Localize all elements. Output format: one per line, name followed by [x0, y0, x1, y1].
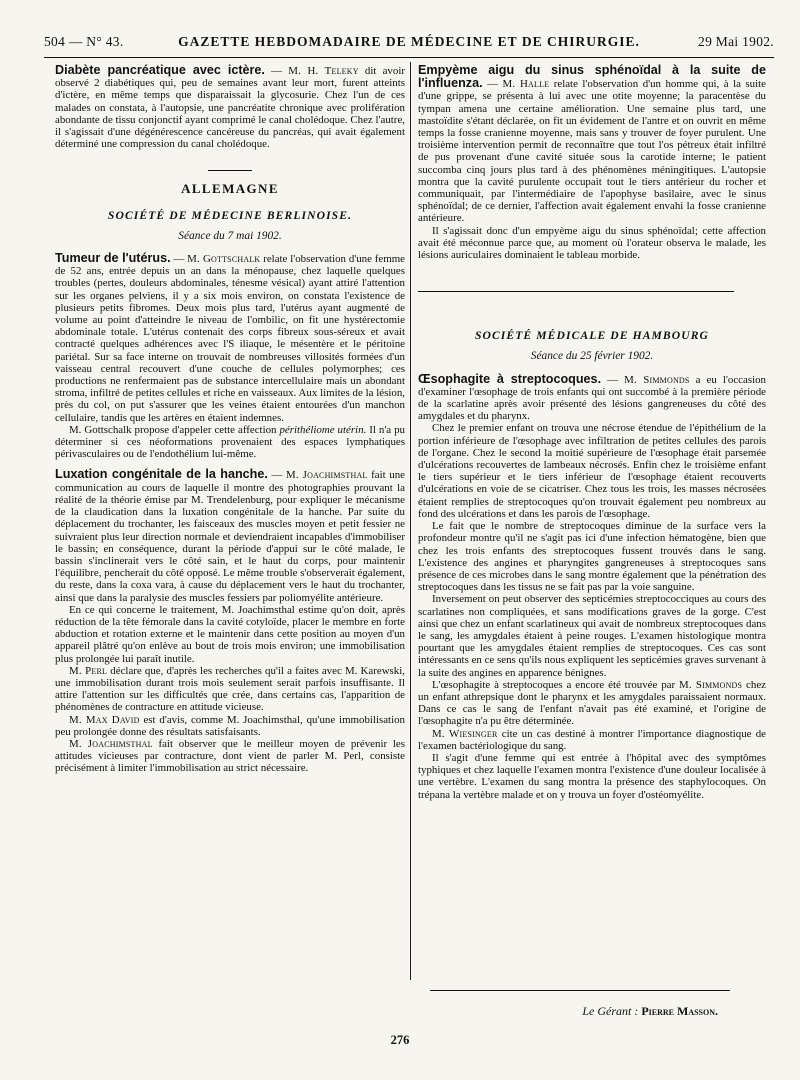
- paragraph-text: L'œsophagite à streptocoques a encore été trouvée par: [432, 678, 679, 691]
- section-rule: [208, 170, 252, 171]
- author-name: M. H. Teleky: [288, 65, 359, 77]
- society-name: SOCIÉTÉ DE MÉDECINE BERLINOISE.: [107, 208, 353, 222]
- article-paragraph: En ce qui concerne le traitement, M. Joachimsthal estime qu'on doit, après réduction de la tête fémorale dans la cavité cotyloïde, placer le membre en forte abduction et rotation externe et le maintenir dans cette position au moyen d'un appareil plâtré qu'on enlève au bout de trois mois environ; une immobilisation plus prolongée lui paraît inutile.: [55, 603, 405, 665]
- country-heading: [55, 170, 405, 195]
- article-body: relate l'observation d'une femme de 52 ans, entrée depuis un an dans la ménopause, chez laquelle quelques troubles (pertes, douleurs abdominales, ténesme vésical) ayant attiré l'attention sur les organes pelviens, il y a six mois environ, on constata l'existence de plusieurs petits fibromes. Deux mois plus tard, l'utérus ayant augmenté de volume au point d'atteindre le niveau de l'ombilic, on fit une hystérectomie abdominale totale. L'utérus contenait des corps fibreux sous-séreux et avait contracté quelques adhérences avec l'S iliaque, le mésentère et le péritoine pariétal. Sur sa face interne on trouvait de nombreuses villosités formées d'un vaisseau central recouvert d'une couche de cellules polymorphes; ces productions ne renfermaient pas de substance intercellulaire mais un abondant stroma, infiltré de petites cellules et riche en vaisseaux. Aux limites de la lésion, près du col, on put s'assurer que les veines étaient entourées d'un manchon cellulaire, tandis que les artères en étaient indemnes.: [55, 253, 405, 424]
- session-date: Séance du 7 mai 1902.: [178, 229, 282, 242]
- article-paragraph: [418, 679, 766, 728]
- article-paragraph: Il s'agit d'une femme qui est entrée à l'hôpital avec des symptômes typhiques et chez laquelle l'examen montra l'existence d'une douleur localisée à une vertèbre. L'examen du sang montra la présence des staphylocoques. On trépana la vertèbre malade et on y trouva un foyer d'ostéomyélite.: [418, 751, 766, 801]
- paragraph-text: . Il n'a pu déterminer si ces néoformations provenaient des espaces lymphatiques périvasculaires ou de l'endothélium lui-même.: [55, 423, 405, 461]
- issue-date: 29 Mai 1902.: [698, 34, 774, 49]
- author-name: M. Simmonds: [678, 678, 743, 691]
- paragraph-text: M. Gottschalk propose d'appeler cette affection: [69, 423, 280, 436]
- article-paragraph: [55, 665, 405, 714]
- article-paragraph: [55, 738, 405, 775]
- gerant-name: Pierre Masson.: [641, 1004, 718, 1018]
- article-paragraph: Chez le premier enfant on trouva une nécrose étendue de l'épithélium de la portion inférieure de l'œsophage avec infiltration de petites cellules des parois de l'organe. Chez le second la moitié supérieure de l'œsophage était parsemée d'ulcérations recouvertes de lambeaux nécrosés. Enfin chez le troisième enfant le tiers supérieur et le tiers inférieur de l'œsophage étaient recouverts d'ulcérations en voie de se cicatriser. Chez tous les trois, les masses nécrosées étaient remplies de streptocoques qu'on trouvait également peu nombreux au fond des ulcérations et dans les parois de l'œsophage.: [418, 422, 766, 520]
- author-name: M. Gottschalk: [187, 253, 261, 266]
- header-rule: [44, 57, 774, 58]
- country-name: ALLEMAGNE: [181, 181, 279, 197]
- article-title: Tumeur de l'utérus.: [55, 251, 171, 266]
- article-title: Luxation congénitale de la hanche.: [55, 467, 268, 482]
- footer-rule: [430, 990, 730, 991]
- paragraph-text: cite un cas destiné à montrer l'importance diagnostique de l'examen bactériologique du sang.: [418, 727, 766, 752]
- article-body: a eu l'occasion d'examiner l'œsophage de trois enfants qui ont succombé à la première période de la scarlatine après avoir présenté des lésions gangreneuses du côté des amygdales et du pharynx.: [418, 373, 766, 423]
- article-empyeme: Empyème aigu du sinus sphénoïdal à la suite de l'influenza. — M. Halle relate l'observation d'un homme qui, à la suite d'une grippe, se présenta à lui avec une otite moyenne; la paracentèse du tympan amena une certaine amélioration. Une semaine plus tard, une mastoïdite s'étant déclarée, on fit un évidement de l'antre et on ouvrit en même temps la fosse cranienne moyenne, mais sans y trouver de foyer purulent. Une troisième intervention permit de reconnaître que tout l'os pétreux était infiltré de pus provenant d'une cavité située sous la carotide interne; le patient succomba cinq jours plus tard à des phénomènes méningitiques. L'autopsie montra que la cavité purulente occupait tout le tiers antérieur du rocher et communiquait, par l'intermédiaire de l'apophyse basilaire, avec le sinus sphénoïdal; de ce dernier, l'affection avait également envahi la fosse cranienne antérieure.: [418, 63, 766, 225]
- author-name: M. Max David: [69, 713, 140, 726]
- author-name: M. Wiesinger: [432, 727, 498, 740]
- article-body: fait une communication au cours de laquelle il montre des photographies prouvant la réalité de la théorie émise par M. Trendelenburg, pour expliquer le mécanisme de la claudication dans la luxation congénitale de la hanche. Par suite du déplacement du trochanter, les faisceaux des muscles moyen et petit fessier ne suivraient plus leur direction normale et deviendraient incapables d'immobiliser le bassin; en conséquence, durant la période d'appui sur le côté malade, le bassin s'inclinerait vers le côté sain, et le haut du corps, pour maintenir l'équilibre, pencherait du côté opposé. Le même trouble s'observerait également, du reste, dans la coxa vara, à cause du déplacement vers le haut du trochanter, ainsi que dans la paralysie des muscles fessiers par poliomyélite antérieure.: [55, 469, 406, 604]
- author-name: M. Joachimsthal: [69, 737, 153, 750]
- article-title: Œsophagite à streptocoques.: [418, 371, 602, 386]
- article-body: dit avoir observé 2 diabétiques qui, peu de semaines avant leur mort, furent atteints d'ictère, en même temps que disparaissait la glycosurie. Chez l'un de ces malades on constata, à l'autopsie, une pancréatite chronique avec prolifération abondante de tissu conjonctif ayant comprimé le canal cholédoque. Chez l'autre, il s'agissait d'une dégénérescence cancéreuse du pancréas, qui avait également déterminé une compression du canal cholédoque.: [55, 65, 405, 151]
- running-header: [44, 30, 774, 54]
- page-reference: 504 — N° 43.: [44, 34, 124, 49]
- paragraph-text: est d'avis, comme M. Joachimsthal, qu'une immobilisation peu prolongée donne des résultats satisfaisants.: [55, 713, 405, 738]
- term: périthéliome utérin: [279, 423, 364, 436]
- author-name: M. Joachimsthal: [286, 469, 368, 482]
- journal-title: GAZETTE HEBDOMADAIRE DE MÉDECINE ET DE CHIRURGIE.: [178, 34, 640, 49]
- session-date: Séance du 25 février 1902.: [530, 350, 654, 363]
- article-paragraph: [55, 424, 405, 461]
- society-name: SOCIÉTÉ MÉDICALE DE HAMBOURG: [474, 329, 710, 343]
- right-column: [418, 64, 766, 801]
- paragraph-text: chez un enfant athrepsique dont le pharynx et les amygdales paraissaient normaux. Dans ce cas le sang de l'enfant n'avait pas été examiné, et l'origine de l'œsophagite n'a pu être déterminée.: [418, 678, 767, 728]
- article-paragraph: Inversement on peut observer des septicémies streptococciques au cours des scarlatines non compliquées, et sans modifications graves de la gorge. C'est ainsi que chez un enfant scarlatineux qui avait de nombreux streptocoques dans le sang, les amygdales étaient à peine rouges. L'examen histologique montra pourtant que les amygdales étaient remplies de streptocoques. Ces cas sont intéressants en ce sens qu'ils nous expliquent les septicémies graves survenant à la suite des angines en apparence bénignes.: [418, 593, 766, 679]
- left-column: [55, 64, 405, 775]
- article-tumeur: Tumeur de l'utérus. — M. Gottschalk relate l'observation d'une femme de 52 ans, entrée depuis un an dans la ménopause, chez laquelle quelques troubles (pertes, douleurs abdominales, ténesme vésical) ayant attiré l'attention sur les organes pelviens, il y a six mois environ, on constata l'existence de plusieurs petits fibromes. Deux mois plus tard, l'utérus ayant augmenté de volume au point d'atteindre le niveau de l'ombilic, on fit une hystérectomie abdominale totale. L'utérus contenait des corps fibreux sous-séreux et avait contracté quelques adhérences avec l'S iliaque, le mésentère et le péritoine pariétal. Sur sa face interne on trouvait de nombreuses villosités formées d'un vaisseau central recouvert d'une couche de cellules polymorphes; ces productions ne renfermaient pas de substance intercellulaire mais un abondant stroma, infiltré de petites cellules et riche en vaisseaux. Aux limites de la lésion, près du col, on put s'assurer que les veines étaient entourées d'un manchon cellulaire, tandis que les artères en étaient indemnes.: [55, 251, 405, 424]
- paragraph-text: déclare que, d'après les recherches qu'il a faites avec M. Karewski, une immobilisation durant trois mois seulement serait parfois insuffisante. Il attire l'attention sur les difficultés que crée, dans certains cas, l'apparition de phénomènes de contracture en attitude vicieuse.: [55, 664, 405, 714]
- author-name: M. Perl: [69, 664, 108, 677]
- author-name: M. Simmonds: [624, 373, 690, 386]
- article-luxation: Luxation congénitale de la hanche. — M. Joachimsthal fait une communication au cours de laquelle il montre des photographies prouvant la réalité de la théorie émise par M. Trendelenburg, pour expliquer le mécanisme de la claudication dans la luxation congénitale de la hanche. Par suite du déplacement du trochanter, les faisceaux des muscles moyen et petit fessier ne suivraient plus leur direction normale et deviendraient incapables d'immobiliser le bassin; en conséquence, durant la période d'appui sur le côté malade, le bassin s'inclinerait vers le côté sain, et le haut du corps, pour maintenir l'équilibre, pencherait du côté opposé. Le même trouble s'observerait également, du reste, dans la coxa vara, à cause du déplacement vers le haut du trochanter, ainsi que dans la paralysie des muscles fessiers par poliomyélite antérieure.: [55, 467, 406, 604]
- article-paragraph: Le fait que le nombre de streptocoques diminue de la surface vers la profondeur montre qu'il ne s'agit pas ici d'une infection hématogène, bien que chez les trois enfants des streptocoques fussent trouvés dans le sang. L'existence des angines et pharyngites gangreneuses à streptocoques sans présence de ces microbes dans le sang montre également que la pénétration des streptocoques dans les tissus ne se fait pas par la voie sanguine.: [418, 520, 766, 594]
- publisher-signature: [418, 1004, 718, 1019]
- paragraph-text: fait observer que le meilleur moyen de prévenir les attitudes vicieuses par contracture, dont vient de parler M. Perl, consiste précisément à limiter l'immobilisation au strict nécessaire.: [55, 737, 406, 775]
- article-paragraph: [55, 714, 405, 738]
- article-title: Diabète pancréatique avec ictère.: [55, 63, 265, 77]
- article-paragraph: Il s'agissait donc d'un empyème aigu du sinus sphénoïdal; cette affection avait été méconnue parce que, au moment où l'orateur observa le malade, les lésions auriculaires dominaient le tableau morbide.: [418, 224, 766, 262]
- author-name: M. Halle: [502, 78, 550, 91]
- gerant-label: Le Gérant :: [582, 1004, 639, 1018]
- article-title: Empyème aigu du sinus sphénoïdal à la suite de l'influenza.: [418, 63, 766, 91]
- page-number: 276: [390, 1033, 410, 1047]
- article-paragraph: [418, 728, 766, 752]
- article-body: relate l'observation d'un homme qui, à la suite d'une grippe, se présenta à lui avec une otite moyenne; la paracentèse du tympan amena une certaine amélioration. Une semaine plus tard, une mastoïdite s'étant déclarée, on fit un évidement de l'antre et on ouvrit en même temps la fosse cranienne moyenne, mais sans y trouver de foyer purulent. Une troisième intervention permit de reconnaître que tout l'os pétreux était infiltré de pus provenant d'une cavité située sous la carotide interne; le patient succomba cinq jours plus tard à des phénomènes méningitiques. L'autopsie montra que la cavité purulente occupait tout le tiers antérieur du rocher et communiquait, par l'intermédiaire de l'apophyse basilaire, avec le sinus sphénoïdal; de ce dernier, l'affection avait également envahi la fosse cranienne antérieure.: [418, 78, 766, 225]
- article-diabete: Diabète pancréatique avec ictère. — M. H. Teleky dit avoir observé 2 diabétiques qui, peu de semaines avant leur mort, furent atteints d'ictère, en même temps que disparaissait la glycosurie. Chez l'un de ces malades on constata, à l'autopsie, une pancréatite chronique avec prolifération abondante de tissu conjonctif ayant comprimé le canal cholédoque. Chez l'autre, il s'agissait d'une dégénérescence cancéreuse du pancréas, qui avait également déterminé une compression du canal cholédoque.: [55, 63, 405, 151]
- column-divider: [410, 62, 411, 980]
- article-oesophagite: Œsophagite à streptocoques. — M. Simmonds a eu l'occasion d'examiner l'œsophage de trois enfants qui ont succombé à la première période de la scarlatine après avoir présenté des lésions gangreneuses du côté des amygdales et du pharynx.: [418, 371, 766, 423]
